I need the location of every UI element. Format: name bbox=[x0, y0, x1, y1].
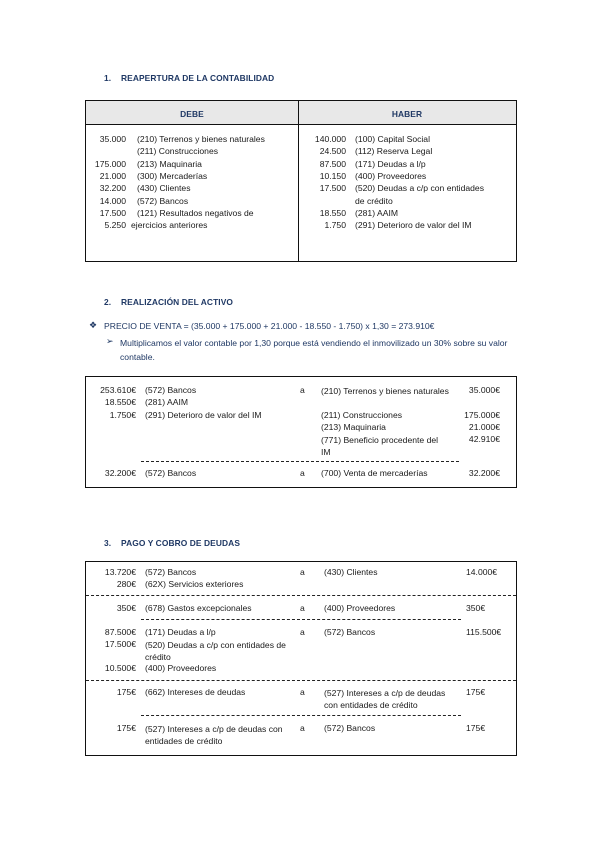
entry-debit-amount: 13.720€ bbox=[104, 567, 136, 577]
debe-amount: 5.250 bbox=[104, 220, 126, 231]
debe-account: (430) Clientes bbox=[137, 183, 191, 194]
entry-debit-amount: 18.550€ bbox=[104, 397, 136, 408]
entry-credit-amount: 14.000€ bbox=[466, 567, 498, 577]
haber-amount: 87.500 bbox=[319, 158, 346, 169]
section-2-title: REALIZACIÓN DEL ACTIVO bbox=[121, 297, 234, 307]
entry-credit-account: (430) Clientes bbox=[324, 567, 378, 577]
section-2-number: 2. bbox=[104, 297, 112, 307]
debe-amount: 14.000 bbox=[99, 195, 126, 206]
entry-debit-account: (662) Intereses de deudas bbox=[145, 687, 246, 697]
haber-account: (520) Deudas a c/p con entidades bbox=[355, 183, 484, 194]
debe-account: (210) Terrenos y bienes naturales bbox=[137, 134, 265, 144]
haber-account: (281) AAIM bbox=[355, 207, 398, 218]
entry-a-connector: a bbox=[300, 385, 305, 395]
section-1-number: 1. bbox=[104, 73, 112, 83]
entry-credit-account: (527) Intereses a c/p de deudas con entidades de crédito bbox=[324, 688, 446, 710]
entry-credit-amount: 42.910€ bbox=[468, 434, 500, 444]
haber-amount: 1.750 bbox=[324, 220, 346, 231]
entry-debit-amount: 350€ bbox=[116, 603, 136, 613]
arrow-bullet-icon: ➢ bbox=[106, 336, 114, 346]
reopening-table bbox=[85, 100, 517, 262]
entry-separator bbox=[86, 680, 516, 681]
entry-debit-account: (171) Deudas a l/p bbox=[145, 627, 216, 637]
entry-debit-account: (572) Bancos bbox=[145, 468, 197, 478]
entry-debit-account: (291) Deterioro de valor del IM bbox=[145, 409, 262, 420]
entry-debit-account: (520) Deudas a c/p con entidades de crédito bbox=[145, 640, 286, 662]
haber-account: (291) Deterioro de valor del IM bbox=[355, 220, 472, 231]
haber-amount: 140.000 bbox=[314, 134, 346, 144]
entry-credit-amount: 175€ bbox=[466, 723, 486, 733]
entry-separator bbox=[141, 619, 461, 620]
haber-account: (400) Proveedores bbox=[355, 170, 427, 181]
entry-credit-amount: 175.000€ bbox=[464, 410, 500, 420]
entry-credit-account: (572) Bancos bbox=[324, 627, 376, 637]
sale-price-explanation: Multiplicamos el valor contable por 1,30 porque está vendiendo el inmovilizado un 30% sobre su valor contable. bbox=[120, 338, 508, 362]
entry-separator bbox=[141, 461, 459, 462]
entry-debit-account: (678) Gastos excepcionales bbox=[145, 603, 252, 613]
entry-debit-amount: 87.500€ bbox=[104, 627, 136, 637]
entry-debit-account: (572) Bancos bbox=[145, 385, 197, 395]
entry-credit-account: (400) Proveedores bbox=[324, 603, 396, 613]
entry-credit-amount: 115.500€ bbox=[466, 627, 502, 637]
haber-account: (112) Reserva Legal bbox=[355, 146, 433, 157]
entry-separator bbox=[141, 715, 461, 716]
debe-account: (300) Mercaderías bbox=[137, 170, 208, 181]
entry-debit-account: (62X) Servicios exteriores bbox=[145, 579, 244, 589]
entry-debit-amount: 280€ bbox=[116, 579, 136, 589]
entry-debit-account: (572) Bancos bbox=[145, 567, 197, 577]
debe-account: (213) Maquinaria bbox=[137, 158, 202, 169]
entry-separator bbox=[86, 595, 516, 596]
debe-header: DEBE bbox=[180, 109, 204, 119]
entry-credit-account: (700) Venta de mercaderías bbox=[321, 468, 428, 478]
debe-amount: 21.000 bbox=[99, 170, 126, 181]
haber-amount: 24.500 bbox=[319, 146, 346, 157]
entry-credit-account: (211) Construcciones bbox=[321, 410, 403, 420]
section-3-number: 3. bbox=[104, 538, 112, 548]
entry-debit-account: (527) Intereses a c/p de deudas con entidades de crédito bbox=[145, 724, 283, 746]
entry-debit-account: (400) Proveedores bbox=[145, 663, 217, 673]
entry-debit-amount: 17.500€ bbox=[104, 639, 136, 649]
haber-account: (100) Capital Social bbox=[355, 134, 430, 144]
haber-header: HABER bbox=[391, 109, 423, 119]
entry-credit-amount: 35.000€ bbox=[468, 385, 500, 395]
debe-account: (121) Resultados negativos de bbox=[137, 207, 254, 218]
haber-account: (171) Deudas a l/p bbox=[355, 158, 426, 169]
haber-amount: 17.500 bbox=[319, 183, 346, 194]
entry-a-connector: a bbox=[300, 603, 305, 613]
debe-amount: 175.000 bbox=[94, 158, 126, 169]
entry-credit-account: (213) Maquinaria bbox=[321, 422, 386, 432]
entry-credit-account: (572) Bancos bbox=[324, 723, 376, 733]
haber-account: de crédito bbox=[355, 195, 393, 206]
entry-debit-amount: 253.610€ bbox=[100, 385, 136, 395]
haber-amount: 18.550 bbox=[319, 207, 346, 218]
debe-account: ejercicios anteriores bbox=[131, 220, 208, 231]
debe-amount: 35.000 bbox=[99, 134, 126, 144]
table-divider bbox=[298, 101, 299, 261]
entry-debit-amount: 10.500€ bbox=[104, 663, 136, 673]
debe-account: (572) Bancos bbox=[137, 195, 189, 206]
entry-debit-amount: 175€ bbox=[116, 687, 136, 697]
debe-account: (211) Construcciones bbox=[137, 146, 219, 157]
entry-credit-account: (210) Terrenos y bienes naturales bbox=[321, 386, 449, 396]
entry-a-connector: a bbox=[300, 723, 305, 733]
sale-price-formula: PRECIO DE VENTA = (35.000 + 175.000 + 21.000 - 18.550 - 1.750) x 1,30 = 273.910€ bbox=[104, 321, 435, 331]
entry-a-connector: a bbox=[300, 567, 305, 577]
entry-credit-amount: 32.200€ bbox=[468, 468, 500, 478]
debe-amount: 32.200 bbox=[99, 183, 126, 194]
entry-credit-account: (771) Beneficio procedente del IM bbox=[321, 435, 439, 458]
entry-credit-amount: 21.000€ bbox=[468, 422, 500, 432]
entry-a-connector: a bbox=[300, 687, 305, 697]
entry-a-connector: a bbox=[300, 627, 305, 637]
section-3-title: PAGO Y COBRO DE DEUDAS bbox=[121, 538, 241, 548]
entry-a-connector: a bbox=[300, 468, 305, 478]
entry-debit-amount: 32.200€ bbox=[104, 468, 136, 478]
diamond-bullet-icon: ❖ bbox=[89, 320, 98, 330]
entry-debit-account: (281) AAIM bbox=[145, 397, 188, 408]
entry-debit-amount: 175€ bbox=[116, 723, 136, 733]
haber-amount: 10.150 bbox=[319, 170, 346, 181]
section-1-title: REAPERTURA DE LA CONTABILIDAD bbox=[121, 73, 275, 83]
entry-debit-amount: 1.750€ bbox=[109, 409, 136, 420]
entry-credit-amount: 175€ bbox=[466, 687, 486, 697]
entry-credit-amount: 350€ bbox=[466, 603, 486, 613]
debe-amount: 17.500 bbox=[99, 207, 126, 218]
